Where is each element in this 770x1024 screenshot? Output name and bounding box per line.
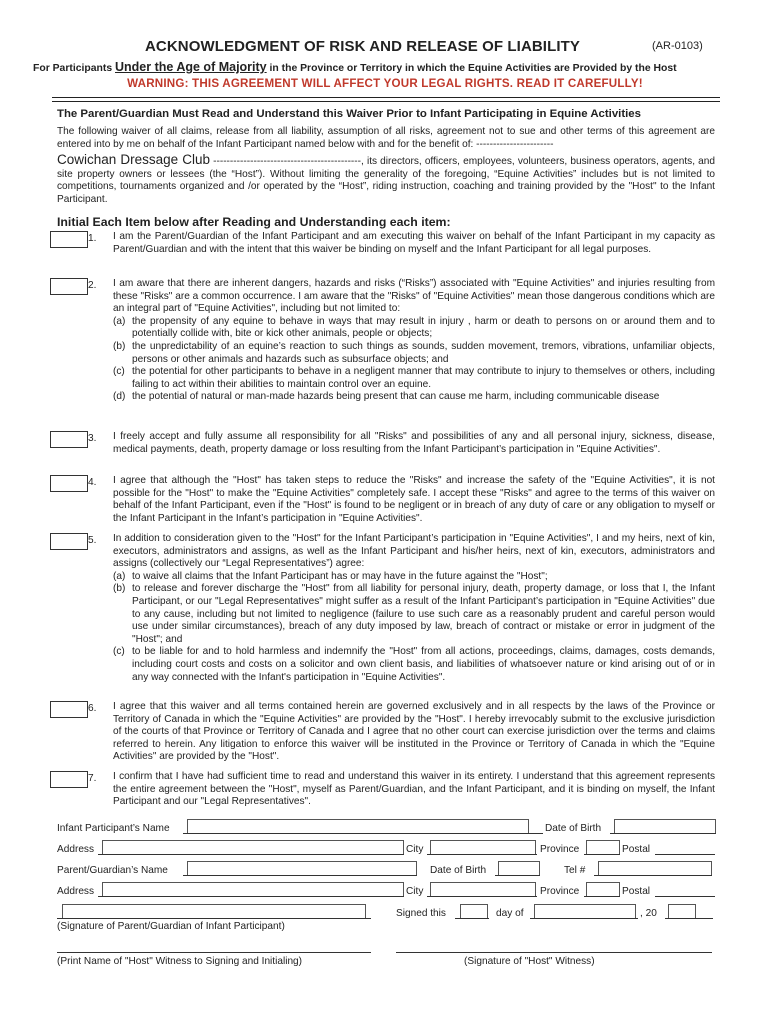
infant-name-label: Infant Participant’s Name [57, 823, 170, 834]
signed-year-field[interactable] [668, 904, 696, 919]
guardian-name-field[interactable] [187, 861, 417, 876]
sub-item [113, 366, 715, 391]
province-label-1: Province [540, 844, 580, 855]
city-field-2[interactable] [430, 882, 536, 897]
initial-line-2 [50, 294, 88, 295]
address-underline-2 [98, 896, 404, 897]
sub-item [113, 571, 715, 584]
host-paragraph-text: --------------------------------------------, its directors, officers, employees, volunteers, business operators, agents, and site property owners or lessees (the “Host”). Without limiting the generality of the foregoing, “Equine Activities” includes but is not limited to competitions, tournaments organized and /or operated by the “Host”, riding instruction, coaching and training provided by the "Host" to the Infant Participant. [57, 156, 715, 205]
item-number: 5. [88, 535, 97, 546]
item-text: I confirm that I have had sufficient time to read and understand this waiver in its entirety. I understand that this agreement represents the entire agreement between the "Host", myself as Parent/Guardian, and the Infant Participant, and it is binding on myself, the Infant Participant and our "Legal Representatives". [113, 771, 715, 808]
city-field-1[interactable] [430, 840, 536, 855]
intro-paragraph: The following waiver of all claims, release from all liability, assumption of all risks, agreement not to sue and other terms of this agreement are entered into by me on behalf of the Infant Participant named below with and for the benefit of: ----------------------- [57, 126, 715, 150]
initial-line-5 [50, 549, 88, 550]
document-title: ACKNOWLEDGMENT OF RISK AND RELEASE OF LIABILITY [145, 38, 580, 55]
item-text: I am the Parent/Guardian of the Infant Participant and am executing this waiver on behalf of the Infant Participant in my capacity as Parent/Guardian and with the intent that this waiver be binding on myself and the Infant Participant for all legal purposes. [113, 231, 715, 255]
item-number: 7. [88, 773, 97, 784]
province-underline-1 [584, 854, 620, 855]
item-text: I am aware that there are inherent dangers, hazards and risks (“Risks”) associated with "Equine Activities" and injuries resulting from these "Risks" are a common occurrence. I am aware that the "Risks" of "Equine Activities" mean those dangerous conditions which are an integral part of "Equine Activities", including but not limited to: [113, 278, 715, 315]
postal-field-2[interactable] [655, 896, 715, 897]
sub-item-text: to be liable for and to hold harmless and indemnify the "Host" from all actions, proceedings, claims, damages, costs demands, including court costs and costs on a solicitor and own client basis, and liabilities of whatsoever nature or kind arising out of or in any way connected with the Infant's participation in "Equine Activities". [132, 646, 715, 683]
subtitle-emphasis: Under the Age of Majority [115, 60, 267, 74]
sub-item-letter: (a) [113, 315, 126, 327]
province-label-2: Province [540, 886, 580, 897]
city-underline-1 [427, 854, 537, 855]
province-underline-2 [584, 896, 620, 897]
guardian-name-label: Parent/Guardian’s Name [57, 865, 168, 876]
postal-label-1: Postal [622, 844, 651, 855]
day-of-label: day of [496, 908, 524, 919]
city-label-1: City [406, 844, 424, 855]
sub-item-text: the propensity of any equine to behave in ways that may result in injury , harm or death to persons on or around them and to potentially collide with, bite or kick other animals, people or objects; [132, 315, 715, 340]
guardian-dob-underline [495, 875, 540, 876]
initial-box-7[interactable] [50, 771, 88, 788]
divider-top [52, 97, 720, 98]
postal-field-1[interactable] [655, 854, 715, 855]
subtitle-pre: For Participants [33, 63, 115, 74]
item-number: 1. [88, 233, 97, 244]
address-label-1: Address [57, 844, 95, 855]
address-field-2[interactable] [102, 882, 404, 897]
item-text: I agree that although the "Host" has taken steps to reduce the "Risks" and increase the safety of the "Equine Activities", it is not possible for the "Host" to make the "Equine Activities" completely safe. I accept these "Risks" and agree to the terms of this waiver on behalf of the Infant Participant, even if the "Host" is found to be negligent or in breach of any duty of care or any obligation to myself or the Infant Participant in the Infant’s participation in "Equine Activities". [113, 475, 715, 524]
title-row [0, 38, 770, 58]
infant-name-field[interactable] [187, 819, 529, 834]
item-number: 4. [88, 477, 97, 488]
club-name: Cowichan Dressage Club [57, 152, 210, 167]
initial-box-5[interactable] [50, 533, 88, 550]
signed-month-field[interactable] [534, 904, 636, 919]
sub-item-letter: (c) [113, 646, 125, 658]
host-paragraph [57, 154, 715, 206]
sub-item [113, 316, 715, 341]
province-field-2[interactable] [586, 882, 620, 897]
witness-print-line[interactable] [57, 952, 371, 953]
initial-box-3[interactable] [50, 431, 88, 448]
guardian-dob-label: Date of Birth [430, 865, 487, 876]
signed-month-underline [530, 918, 638, 919]
sub-item-text: the unpredictability of an equine’s reaction to such things as sounds, sudden movement, tremors, vibrations, unfamiliar objects, persons or other animals and hazards such as subsurface objects; and [132, 340, 715, 365]
item-text: In addition to consideration given to the "Host" for the Infant Participant’s participation in "Equine Activities", I and my heirs, next of kin, executors, administrators and assigns, as well as the Infant Participant and his/her heirs, next of kin, executors, administrators and assigns (collectively our “Legal Representatives”) agree: [113, 533, 715, 570]
guardian-name-underline [183, 875, 417, 876]
item-number: 2. [88, 280, 97, 291]
initial-box-2[interactable] [50, 278, 88, 295]
sub-item-letter: (b) [113, 583, 126, 595]
sub-item [113, 646, 715, 684]
sub-item-letter: (d) [113, 391, 126, 403]
initial-box-6[interactable] [50, 701, 88, 718]
divider-top-2 [52, 101, 720, 102]
tel-field[interactable] [598, 861, 712, 876]
city-underline-2 [427, 896, 537, 897]
document-subtitle [33, 60, 748, 74]
initial-line-4 [50, 491, 88, 492]
province-field-1[interactable] [586, 840, 620, 855]
item-text: I agree that this waiver and all terms contained herein are governed exclusively and in all respects by the laws of the Province or Territory of Canada in which the "Equine Activities" are provided by the "Host". I hereby irrevocably submit to the exclusive jurisdiction of the courts of that Province or Territory of Canada and I agree that no other court can exercise jurisdiction over the terms and claims referred to herein. Any litigation to enforce this waiver will be instituted in the Province or Territory of Canada in which the "Equine Activities" are provided by the "Host". [113, 701, 715, 763]
sub-item-text: to release and forever discharge the "Host" from all liability for personal injury, death, property damage, or loss that I, the Infant Participant, or our "Legal Representatives" might suffer as a result of the Infant Participant’s participation in "Equine Activities" due to any cause, including but not limited to negligence (failure to use such care as a reasonably prudent and careful person would use under similar circumstances), breach of any duty imposed by law, breach of contract or mistake or error in judgment of the "Host"; and [132, 583, 715, 645]
item-text-block [113, 533, 715, 684]
guardian-dob-field[interactable] [498, 861, 540, 876]
sub-item-text: the potential of natural or man-made hazards being present that can cause me harm, including communicable disease [132, 391, 660, 403]
initial-line-7 [50, 787, 88, 788]
item-number: 6. [88, 703, 97, 714]
infant-name-underline [183, 833, 543, 834]
guardian-signature-field[interactable] [62, 904, 366, 919]
year-prefix: , 20 [640, 908, 657, 919]
address-label-2: Address [57, 886, 95, 897]
sub-item-letter: (b) [113, 340, 126, 352]
initial-box-1[interactable] [50, 231, 88, 248]
infant-dob-underline [610, 833, 716, 834]
sub-item [113, 391, 715, 404]
sub-item [113, 341, 715, 366]
tel-underline [594, 875, 712, 876]
address-underline-1 [98, 854, 404, 855]
item-number: 3. [88, 433, 97, 444]
address-field-1[interactable] [102, 840, 404, 855]
initial-line-6 [50, 717, 88, 718]
guardian-signature-line [57, 918, 371, 919]
witness-print-caption: (Print Name of "Host" Witness to Signing and Initialing) [57, 956, 303, 967]
initial-box-4[interactable] [50, 475, 88, 492]
sub-item-text: the potential for other participants to behave in a negligent manner that may contribute to injury to themselves or others, including failing to act within their abilities to maintain control over an equine. [132, 366, 715, 390]
signed-day-field[interactable] [460, 904, 488, 919]
sub-item-text: to waive all claims that the Infant Participant has or may have in the future against the "Host"; [132, 570, 548, 582]
postal-label-2: Postal [622, 886, 651, 897]
initial-line-1 [50, 247, 88, 248]
initial-instructions: Initial Each Item below after Reading and Understanding each item: [57, 215, 451, 229]
signed-day-underline [455, 918, 489, 919]
tel-label: Tel # [564, 865, 586, 876]
sub-item [113, 583, 715, 646]
signed-year-underline [665, 918, 713, 919]
item-text-block [113, 278, 715, 404]
item-text: I freely accept and fully assume all responsibility for all "Risks" and possibilities of any and all personal injury, sickness, disease, medical payments, death, property damage or loss resulting from the Infant Participant’s participation in "Equine Activities". [113, 431, 715, 455]
infant-dob-label: Date of Birth [545, 823, 602, 834]
subtitle-post: in the Province or Territory in which the Equine Activities are Provided by the Host [266, 63, 677, 74]
witness-signature-caption: (Signature of "Host" Witness) [464, 956, 595, 967]
guardian-signature-caption: (Signature of Parent/Guardian of Infant Participant) [57, 921, 285, 932]
signed-this-label: Signed this [396, 908, 446, 919]
sub-item-letter: (a) [113, 570, 126, 582]
infant-dob-field[interactable] [614, 819, 716, 834]
sub-item-letter: (c) [113, 366, 125, 378]
form-code: (AR-0103) [652, 40, 703, 52]
initial-line-3 [50, 447, 88, 448]
section-title: The Parent/Guardian Must Read and Understand this Waiver Prior to Infant Participating in Equine Activities [57, 108, 641, 120]
city-label-2: City [406, 886, 424, 897]
legal-warning: WARNING: THIS AGREEMENT WILL AFFECT YOUR LEGAL RIGHTS. READ IT CAREFULLY! [127, 77, 643, 90]
witness-signature-line[interactable] [396, 952, 712, 953]
